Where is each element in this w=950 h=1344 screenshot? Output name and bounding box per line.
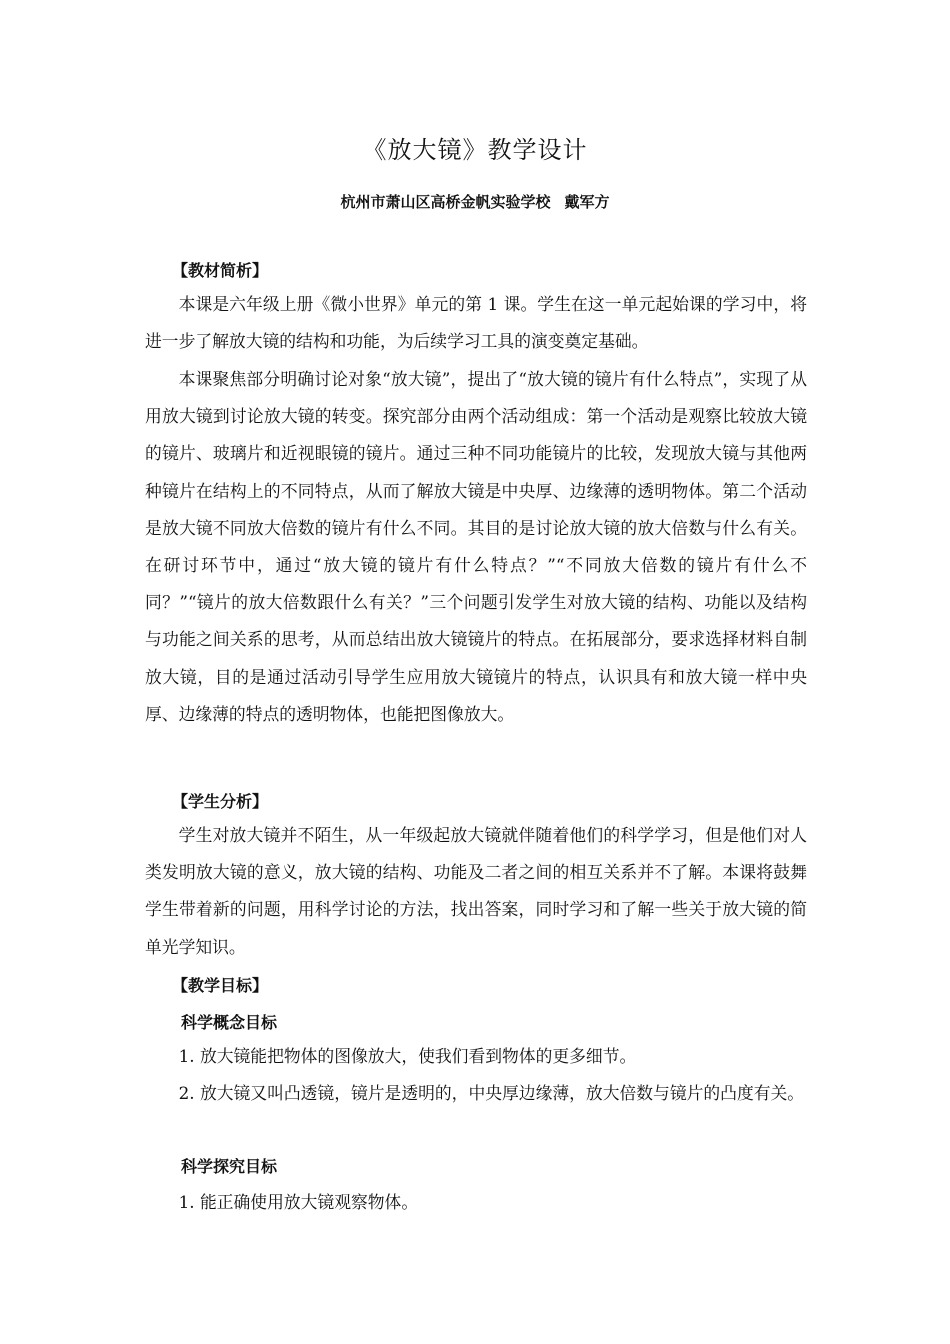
subheading-inquiry-goals: 科学探究目标 bbox=[181, 1157, 278, 1176]
section-heading-students: 【学生分析】 bbox=[172, 792, 269, 811]
textbook-paragraph-2: 本课聚焦部分明确讨论对象“放大镜”，提出了“放大镜的镜片有什么特点”，实现了从用放大镜到讨论放大镜的转变。探究部分由两个活动组成：第一个活动是观察比较放大镜的镜片、玻璃片和近视眼镜的镜片。通过三种不同功能镜片的比较，发现放大镜与其他两种镜片在结构上的不同特点，从而了解放大镜是中央厚、边缘薄的透明物体。第二个活动是放大镜不同放大倍数的镜片有什么不同。其目的是讨论放大镜的放大倍数与什么有关。在研讨环节中，通过“放大镜的镜片有什么特点？”“不同放大倍数的镜片有什么不同？”“镜片的放大倍数跟什么有关？”三个问题引发学生对放大镜的结构、功能以及结构与功能之间关系的思考，从而总结出放大镜镜片的特点。在拓展部分，要求选择材料自制放大镜，目的是通过活动引导学生应用放大镜镜片的特点，认识具有和放大镜一样中央厚、边缘薄的特点的透明物体，也能把图像放大。 bbox=[145, 369, 807, 724]
subheading-concept-goals: 科学概念目标 bbox=[181, 1013, 278, 1032]
textbook-paragraph-1: 本课是六年级上册《微小世界》单元的第 1 课。学生在这一单元起始课的学习中，将进一步了解放大镜的结构和功能，为后续学习工具的演变奠定基础。 bbox=[145, 294, 807, 352]
section-heading-textbook: 【教材简析】 bbox=[172, 261, 269, 280]
inquiry-goal-item-1: 1. 能正确使用放大镜观察物体。 bbox=[178, 1192, 419, 1212]
section-heading-goals: 【教学目标】 bbox=[172, 976, 269, 995]
author-school: 杭州市萧山区高桥金帆实验学校 bbox=[340, 193, 551, 211]
document-title: 《放大镜》教学设计 bbox=[362, 136, 588, 164]
students-paragraph-1: 学生对放大镜并不陌生，从一年级起放大镜就伴随着他们的科学学习，但是他们对人类发明放大镜的意义，放大镜的结构、功能及二者之间的相互关系并不了解。本课将鼓舞学生带着新的问题，用科学讨论的方法，找出答案，同时学习和了解一些关于放大镜的简单光学知识。 bbox=[145, 825, 807, 957]
author-line bbox=[0, 188, 950, 216]
author-name: 戴军方 bbox=[564, 193, 610, 211]
concept-goal-item-1: 1. 放大镜能把物体的图像放大，使我们看到物体的更多细节。 bbox=[178, 1046, 637, 1066]
concept-goal-item-2: 2. 放大镜又叫凸透镜，镜片是透明的，中央厚边缘薄，放大倍数与镜片的凸度有关。 bbox=[178, 1083, 805, 1103]
